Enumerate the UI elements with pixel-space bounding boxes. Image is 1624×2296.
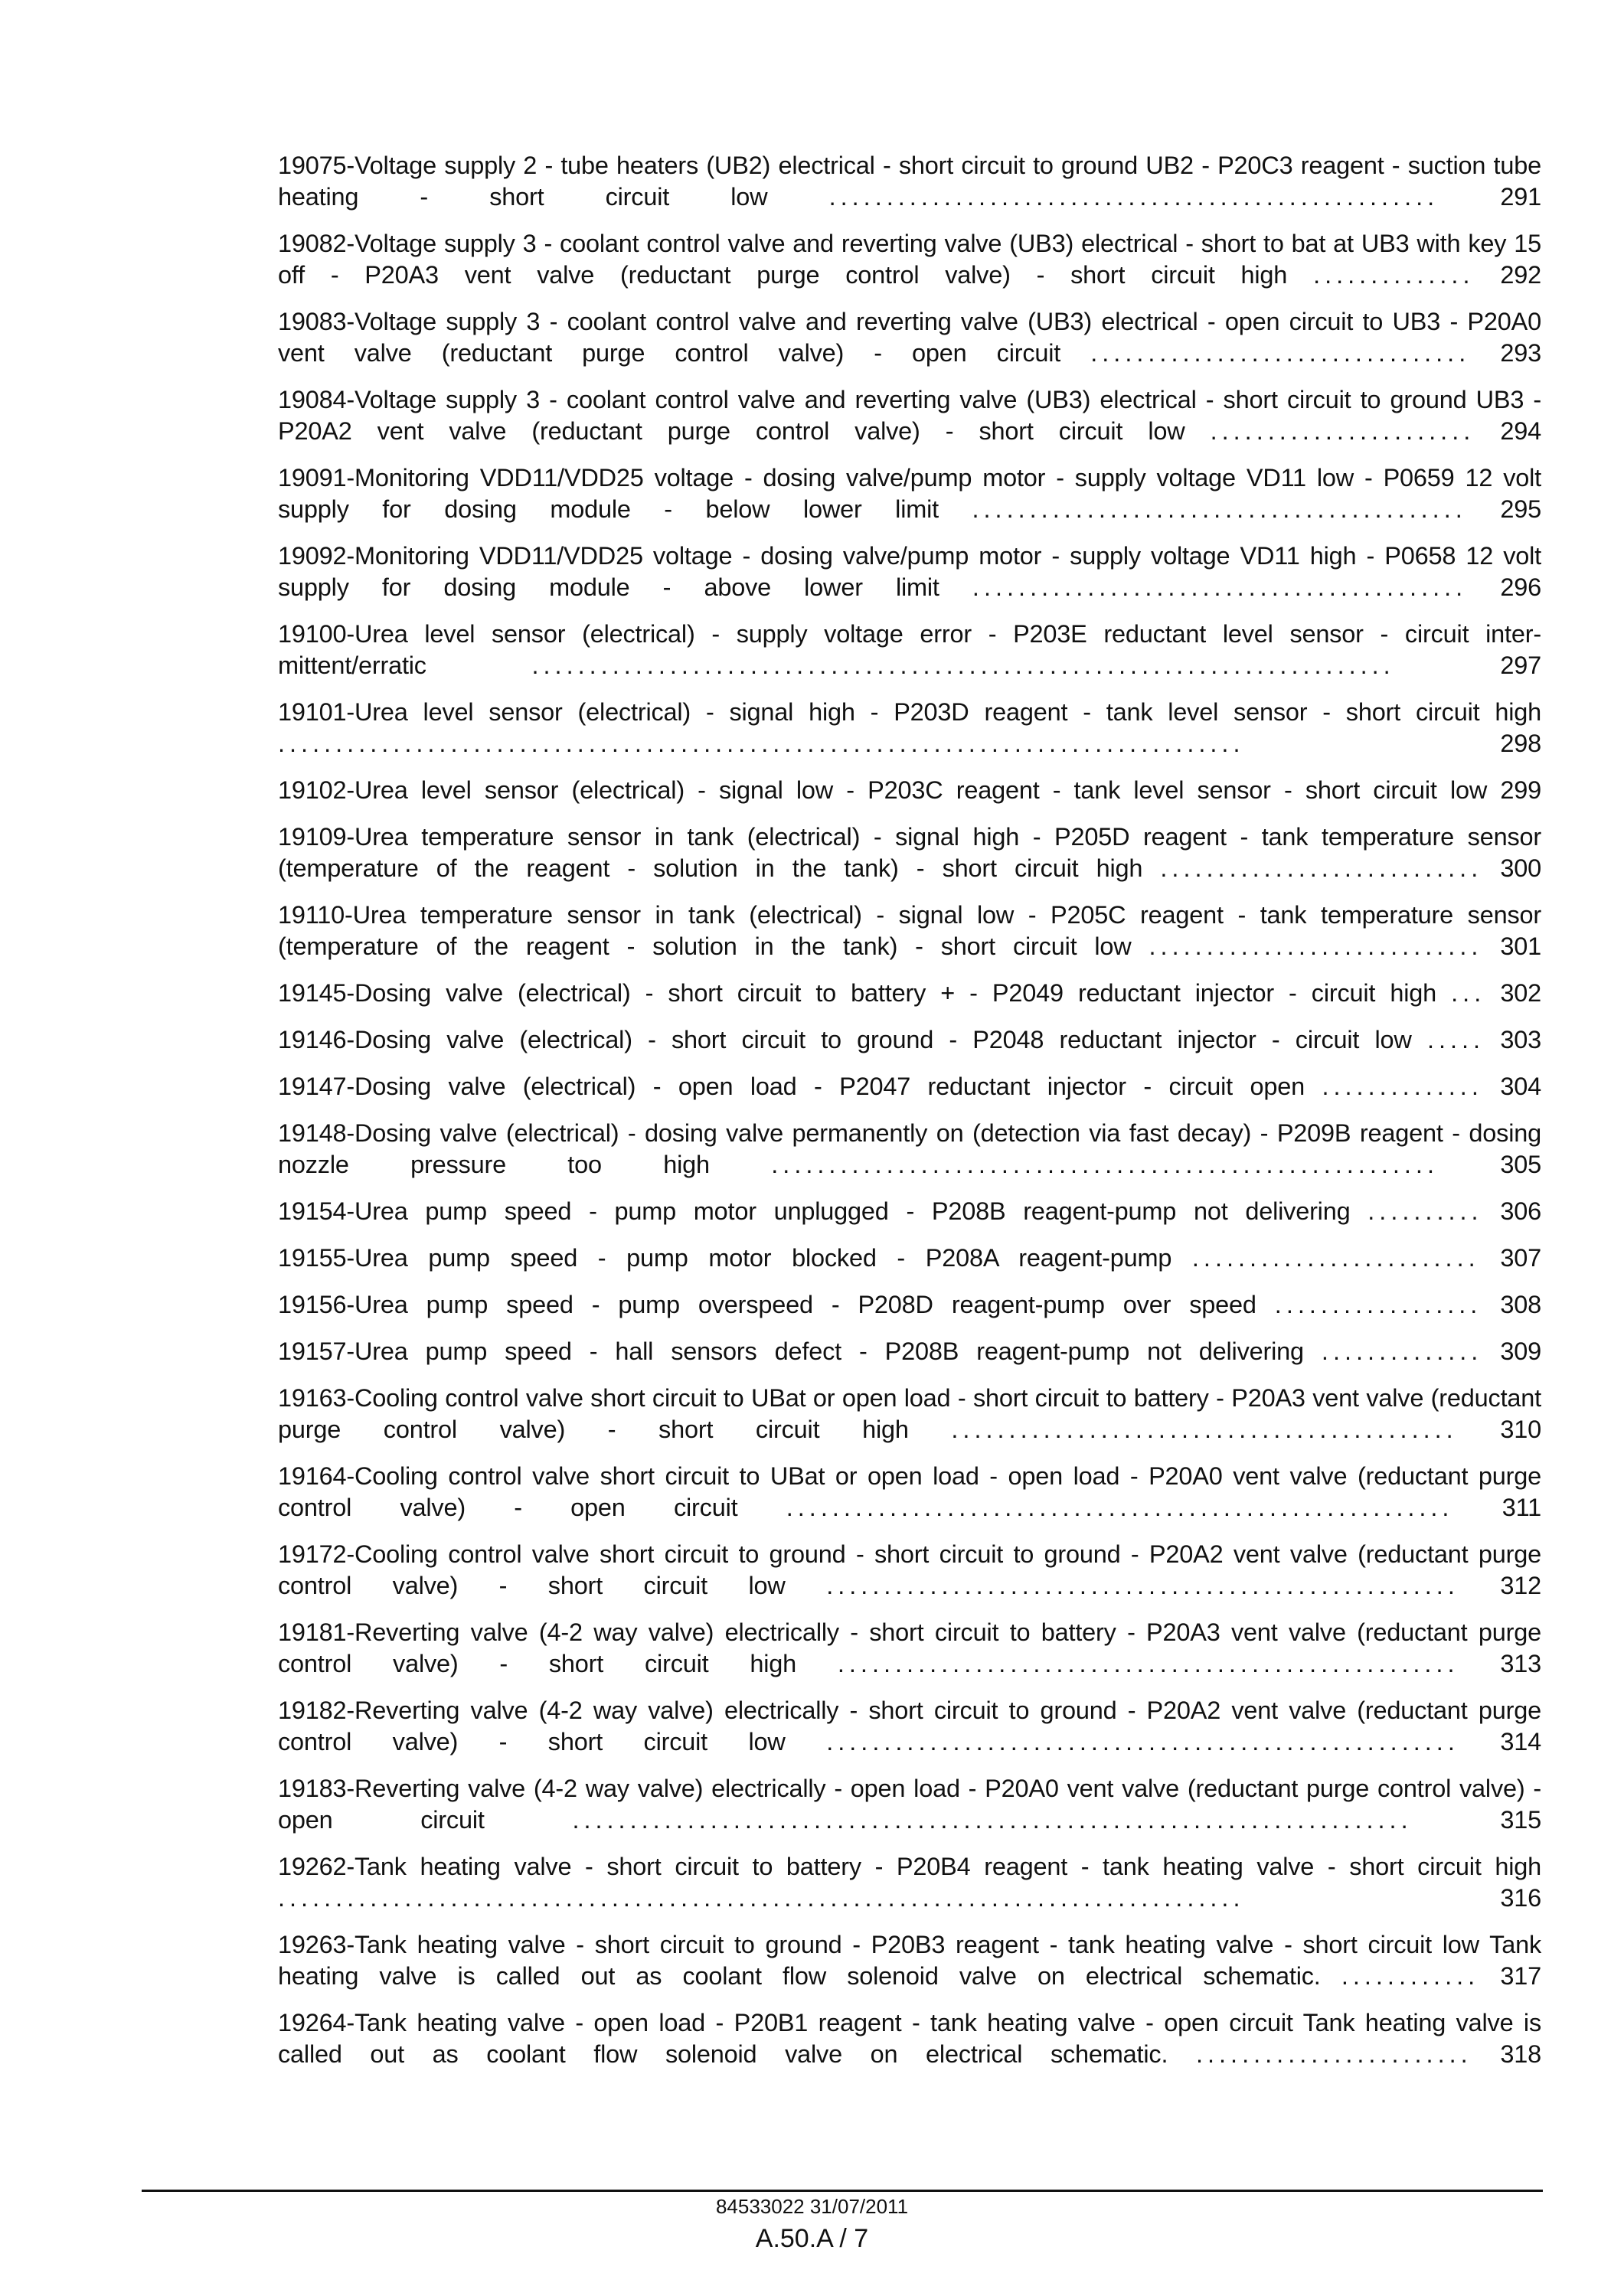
toc-entry-page-number: 292 bbox=[1500, 261, 1541, 289]
toc-entry-leader-dots: ................................. bbox=[1090, 339, 1471, 367]
toc-entry-page-number: 300 bbox=[1500, 854, 1541, 882]
toc-entry-page-number: 296 bbox=[1500, 573, 1541, 601]
toc-entry-page-number: 293 bbox=[1500, 339, 1541, 367]
toc-entry[interactable] bbox=[278, 1929, 1541, 1992]
toc-entry-title: 19100-Urea level sensor (electrical) - supply voltage error - P203E reductant level sensor - circuit inter-mittent/erratic bbox=[278, 620, 1541, 679]
toc-entry-title: 19156-Urea pump speed - pump overspeed - P208D reagent-pump over speed bbox=[278, 1291, 1256, 1318]
toc-entry-title: 19263-Tank heating valve - short circuit to ground - P20B3 reagent - tank heating valve - short circuit low Tank heating valve is called out as coolant flow solenoid valve on electrical schematic. bbox=[278, 1931, 1541, 1990]
toc-entry-title: 19145-Dosing valve (electrical) - short circuit to battery + - P2049 reductant injector - circuit high bbox=[278, 979, 1437, 1007]
toc-entry-page-number: 294 bbox=[1500, 417, 1541, 445]
toc-entry[interactable] bbox=[278, 619, 1541, 681]
toc-entry[interactable] bbox=[278, 978, 1541, 1009]
toc-entry[interactable] bbox=[278, 1851, 1541, 1914]
toc-entry-page-number: 306 bbox=[1500, 1197, 1541, 1225]
toc-entry-leader-dots: ....................................................... bbox=[826, 1728, 1459, 1755]
toc-entry-leader-dots: .............. bbox=[1313, 261, 1475, 289]
toc-entry-title: 19172-Cooling control valve short circuit to ground - short circuit to ground - P20A2 vent valve (reductant purge control valve) - short circuit low bbox=[278, 1540, 1541, 1599]
toc-entry[interactable] bbox=[278, 821, 1541, 884]
toc-entry[interactable] bbox=[278, 1461, 1541, 1524]
toc-entry[interactable] bbox=[278, 1243, 1541, 1274]
toc-entry-title: 19146-Dosing valve (electrical) - short circuit to ground - P2048 reductant injector - circuit low bbox=[278, 1026, 1412, 1053]
footer-document-code: 84533022 31/07/2011 bbox=[715, 2195, 909, 2218]
toc-entry-leader-dots: ....................... bbox=[1210, 417, 1475, 445]
toc-entry-leader-dots: ............................................ bbox=[951, 1416, 1458, 1443]
toc-entry-title: 19102-Urea level sensor (electrical) - signal low - P203C reagent - tank level sensor - short circuit low bbox=[278, 776, 1488, 804]
toc-entry-title: 19084-Voltage supply 3 - coolant control valve and reverting valve (UB3) electrical - short circuit to ground UB3 - P20A2 vent valve (reductant purge control valve) - short circuit low bbox=[278, 386, 1541, 445]
toc-entry-leader-dots: ............ bbox=[1341, 1962, 1480, 1990]
toc-entry-leader-dots: .............. bbox=[1322, 1073, 1483, 1100]
toc-entry-leader-dots: ........................................... bbox=[972, 573, 1468, 601]
toc-entry-title: 19157-Urea pump speed - hall sensors defect - P208B reagent-pump not delivering bbox=[278, 1337, 1304, 1365]
toc-entry[interactable] bbox=[278, 900, 1541, 962]
toc-entry-page-number: 317 bbox=[1500, 1962, 1541, 1990]
toc-entry-page-number: 297 bbox=[1500, 652, 1541, 679]
toc-entry-leader-dots: ......................................................................... bbox=[572, 1806, 1413, 1834]
toc-entry-page-number: 316 bbox=[1500, 1884, 1541, 1912]
toc-entry-title: 19182-Reverting valve (4-2 way valve) electrically - short circuit to ground - P20A2 vent valve (reductant purge control valve) - short circuit low bbox=[278, 1697, 1541, 1755]
toc-entry[interactable] bbox=[278, 541, 1541, 603]
toc-entry-page-number: 313 bbox=[1500, 1650, 1541, 1677]
toc-entry-title: 19075-Voltage supply 2 - tube heaters (UB2) electrical - short circuit to ground UB2 - P20C3 reagent - suction tube heating - short circuit low bbox=[278, 152, 1541, 211]
toc-entry[interactable] bbox=[278, 1695, 1541, 1758]
toc-entry-title: 19181-Reverting valve (4-2 way valve) electrically - short circuit to battery - P20A3 vent valve (reductant purge control valve) - short circuit high bbox=[278, 1618, 1541, 1677]
toc-entry-title: 19183-Reverting valve (4-2 way valve) electrically - open load - P20A0 vent valve (reductant purge control valve) - open circuit bbox=[278, 1775, 1541, 1834]
toc-entry-page-number: 308 bbox=[1500, 1291, 1541, 1318]
toc-entry[interactable] bbox=[278, 1539, 1541, 1602]
toc-entry-title: 19155-Urea pump speed - pump motor blocked - P208A reagent-pump bbox=[278, 1244, 1172, 1272]
toc-entry-leader-dots: .................................................................................... bbox=[278, 1884, 1245, 1912]
footer-page-number: A.50.A / 7 bbox=[755, 2224, 869, 2253]
toc-entry-leader-dots: ....................................................... bbox=[826, 1572, 1459, 1599]
toc-entry[interactable] bbox=[278, 1024, 1541, 1056]
table-of-contents bbox=[278, 150, 1541, 2085]
toc-entry-leader-dots: ... bbox=[1451, 979, 1486, 1007]
toc-entry-leader-dots: ............................. bbox=[1149, 932, 1483, 960]
toc-entry-title: 19101-Urea level sensor (electrical) - signal high - P203D reagent - tank level sensor - short circuit high bbox=[278, 698, 1541, 726]
toc-entry-title: 19110-Urea temperature sensor in tank (electrical) - signal low - P205C reagent - tank temperature sensor (temperature of the reagent - solution in the tank) - short circuit low bbox=[278, 901, 1541, 960]
toc-entry-page-number: 312 bbox=[1500, 1572, 1541, 1599]
footer-divider bbox=[142, 2190, 1543, 2192]
toc-entry-page-number: 305 bbox=[1500, 1151, 1541, 1178]
toc-entry-page-number: 318 bbox=[1500, 2040, 1541, 2068]
toc-entry-page-number: 315 bbox=[1500, 1806, 1541, 1834]
toc-entry[interactable] bbox=[278, 228, 1541, 291]
toc-entry-page-number: 309 bbox=[1500, 1337, 1541, 1365]
toc-entry-leader-dots: ............................ bbox=[1160, 854, 1483, 882]
toc-entry-leader-dots: .................................................................................... bbox=[278, 730, 1245, 757]
toc-entry-page-number: 299 bbox=[1500, 776, 1541, 804]
toc-entry-leader-dots: ........................ bbox=[1195, 2040, 1472, 2068]
toc-entry-leader-dots: .............. bbox=[1321, 1337, 1483, 1365]
toc-entry[interactable] bbox=[278, 1336, 1541, 1367]
toc-entry[interactable] bbox=[278, 1617, 1541, 1680]
toc-entry-page-number: 307 bbox=[1500, 1244, 1541, 1272]
toc-entry[interactable] bbox=[278, 2007, 1541, 2070]
toc-entry-page-number: 304 bbox=[1500, 1073, 1541, 1100]
toc-entry[interactable] bbox=[278, 306, 1541, 369]
toc-entry-leader-dots: .......................................................... bbox=[786, 1494, 1454, 1521]
toc-entry-leader-dots: .................. bbox=[1274, 1291, 1482, 1318]
toc-entry-leader-dots: ........................................................................... bbox=[531, 652, 1395, 679]
toc-entry-page-number: 310 bbox=[1500, 1416, 1541, 1443]
toc-entry-title: 19109-Urea temperature sensor in tank (electrical) - signal high - P205D reagent - tank temperature sensor (temperature of the reagent - solution in the tank) - short circuit high bbox=[278, 823, 1541, 882]
toc-entry-title: 19148-Dosing valve (electrical) - dosing valve permanently on (detection via fast decay) - P209B reagent - dosing nozzle pressure too high bbox=[278, 1119, 1541, 1178]
toc-entry-title: 19264-Tank heating valve - open load - P20B1 reagent - tank heating valve - open circuit Tank heating valve is called out as coolant flow solenoid valve on electrical schematic. bbox=[278, 2009, 1541, 2068]
toc-entry-title: 19154-Urea pump speed - pump motor unplugged - P208B reagent-pump not delivering bbox=[278, 1197, 1351, 1225]
toc-entry-page-number: 298 bbox=[1500, 730, 1541, 757]
toc-entry-title: 19262-Tank heating valve - short circuit to battery - P20B4 reagent - tank heating valve - short circuit high bbox=[278, 1853, 1541, 1880]
toc-entry[interactable] bbox=[278, 1383, 1541, 1445]
toc-entry-title: 19083-Voltage supply 3 - coolant control valve and reverting valve (UB3) electrical - open circuit to UB3 - P20A0 vent valve (reductant purge control valve) - open circuit bbox=[278, 308, 1541, 367]
toc-entry[interactable] bbox=[278, 1071, 1541, 1102]
toc-entry[interactable] bbox=[278, 384, 1541, 447]
toc-entry-title: 19163-Cooling control valve short circuit to UBat or open load - short circuit to battery - P20A3 vent valve (reductant purge control valve) - short circuit high bbox=[278, 1384, 1541, 1443]
toc-entry-leader-dots: ..................................................... bbox=[828, 183, 1439, 211]
toc-entry[interactable] bbox=[278, 1773, 1541, 1836]
toc-entry-title: 19164-Cooling control valve short circuit to UBat or open load - open load - P20A0 vent valve (reductant purge control valve) - open circuit bbox=[278, 1462, 1541, 1521]
toc-entry-page-number: 303 bbox=[1500, 1026, 1541, 1053]
toc-entry-leader-dots: .......... bbox=[1367, 1197, 1483, 1225]
toc-entry[interactable] bbox=[278, 1118, 1541, 1181]
toc-entry-title: 19082-Voltage supply 3 - coolant control valve and reverting valve (UB3) electrical - short to bat at UB3 with key 15 off - P20A3 vent valve (reductant purge control valve) - short circuit high bbox=[278, 230, 1541, 289]
toc-entry[interactable] bbox=[278, 462, 1541, 525]
toc-entry[interactable] bbox=[278, 1289, 1541, 1321]
toc-entry-leader-dots: ..... bbox=[1426, 1026, 1485, 1053]
toc-entry-title: 19091-Monitoring VDD11/VDD25 voltage - dosing valve/pump motor - supply voltage VD11 low - P0659 12 volt supply for dosing module - below lower limit bbox=[278, 464, 1541, 523]
toc-entry[interactable] bbox=[278, 697, 1541, 759]
toc-entry-leader-dots: ...................................................... bbox=[837, 1650, 1459, 1677]
toc-entry[interactable] bbox=[278, 150, 1541, 213]
toc-entry-page-number: 301 bbox=[1500, 932, 1541, 960]
toc-entry-leader-dots: ......................... bbox=[1191, 1244, 1480, 1272]
toc-entry-page-number: 302 bbox=[1500, 979, 1541, 1007]
toc-entry-page-number: 311 bbox=[1501, 1494, 1541, 1521]
toc-entry-page-number: 314 bbox=[1500, 1728, 1541, 1755]
toc-entry-title: 19147-Dosing valve (electrical) - open load - P2047 reductant injector - circuit open bbox=[278, 1073, 1305, 1100]
toc-entry-leader-dots: ........................................... bbox=[972, 495, 1467, 523]
toc-entry-title: 19092-Monitoring VDD11/VDD25 voltage - dosing valve/pump motor - supply voltage VD11 high - P0658 12 volt supply for dosing module - above lower limit bbox=[278, 542, 1541, 601]
toc-entry-page-number: 295 bbox=[1500, 495, 1541, 523]
toc-entry-leader-dots: .......................................................... bbox=[771, 1151, 1439, 1178]
toc-entry-page-number: 291 bbox=[1500, 183, 1541, 211]
toc-entry[interactable] bbox=[278, 775, 1541, 806]
toc-entry[interactable] bbox=[278, 1196, 1541, 1227]
